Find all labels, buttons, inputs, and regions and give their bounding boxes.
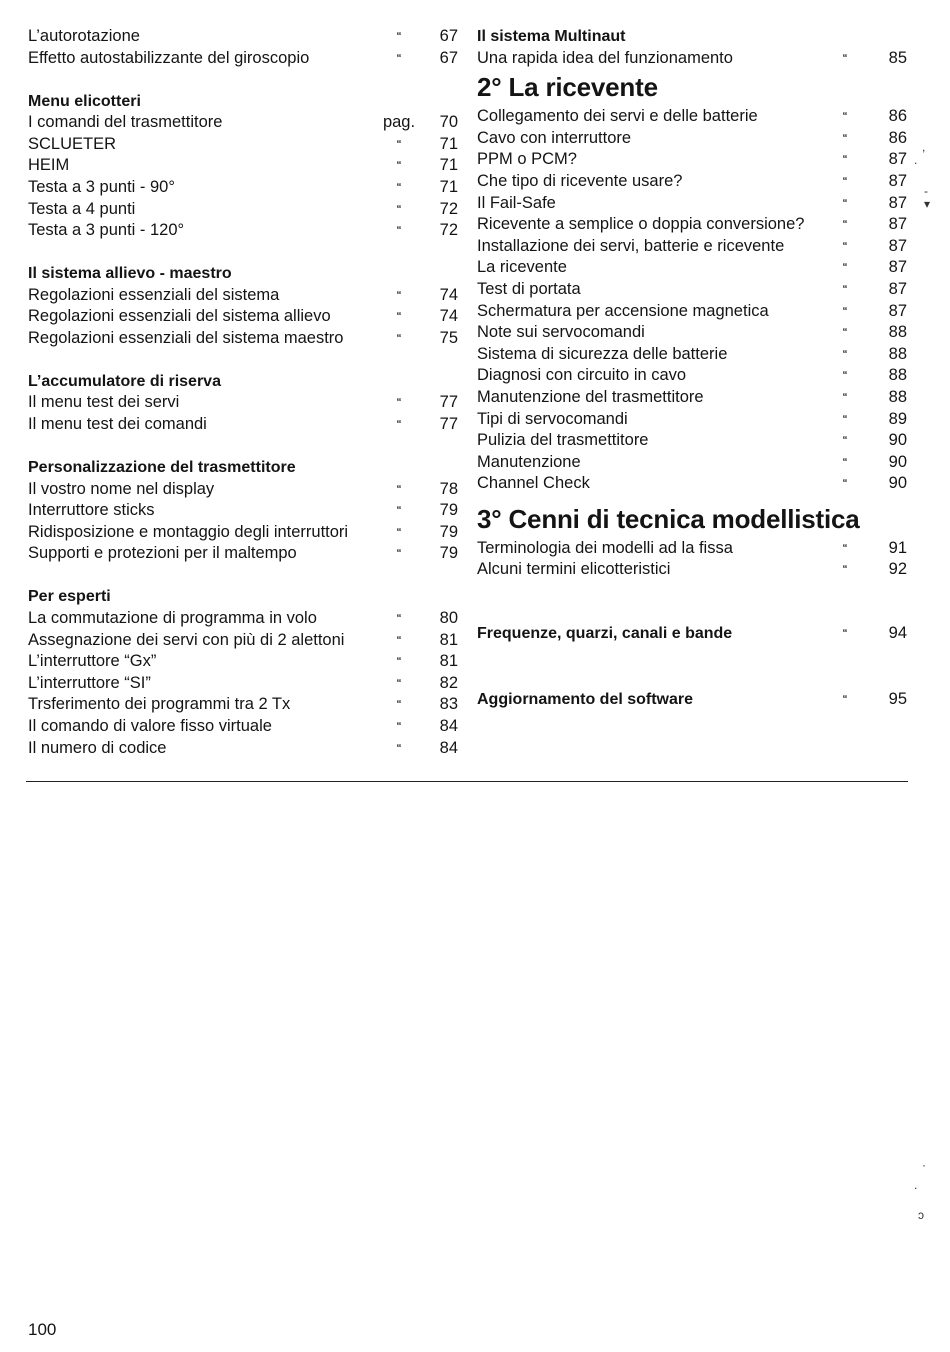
toc-entry	[28, 392, 460, 414]
ditto-mark: “	[842, 219, 848, 231]
toc-entry-page: 87	[888, 301, 907, 320]
ditto-mark: “	[396, 677, 402, 689]
toc-entry	[477, 106, 909, 128]
scan-speck: ,	[922, 140, 926, 154]
toc-entry-title: Diagnosi con circuito in cavo	[477, 366, 687, 385]
toc-entry-title: Ridisposizione e montaggio degli interruttori	[28, 522, 349, 541]
toc-entry	[28, 738, 460, 760]
scan-speck: -	[924, 184, 928, 198]
toc-entry	[28, 500, 460, 522]
toc-entry-page: 71	[439, 177, 458, 196]
toc-left-column	[28, 26, 460, 759]
toc-entry	[28, 155, 460, 177]
toc-entry-title: L’autorotazione	[28, 27, 140, 45]
toc-entry-page: 70	[439, 113, 458, 132]
toc-entry-page: 72	[439, 221, 458, 240]
ditto-mark: “	[396, 397, 402, 409]
toc-entry-page: 79	[439, 501, 458, 520]
toc-entry	[477, 149, 909, 171]
toc-entry-title: Testa a 3 punti - 90°	[28, 177, 175, 196]
ditto-mark: “	[396, 203, 402, 215]
toc-entry-page: 89	[888, 409, 907, 428]
toc-entry	[477, 387, 909, 409]
ditto-mark: “	[842, 111, 848, 123]
toc-entry	[28, 479, 460, 501]
ditto-mark: “	[842, 175, 848, 187]
toc-entry-page: 88	[888, 344, 907, 363]
ditto-mark: “	[396, 332, 402, 344]
ditto-mark: “	[842, 348, 848, 360]
toc-entry-page: 88	[888, 387, 907, 406]
ditto-mark: “	[396, 52, 402, 64]
toc-entry	[477, 473, 909, 495]
toc-entry-title: Assegnazione dei servi con più di 2 alettoni	[28, 630, 345, 649]
toc-entry-title: Alcuni termini elicotteristici	[477, 560, 671, 579]
toc-entry-title: L’interruttore “SI”	[28, 673, 151, 692]
scan-speck: .	[914, 1178, 918, 1192]
ditto-mark: “	[842, 240, 848, 252]
toc-entry-page: 87	[888, 236, 907, 255]
toc-entry	[28, 48, 460, 70]
toc-entry-title: I comandi del trasmettitore	[28, 113, 223, 132]
toc-entry-page: 88	[888, 366, 907, 385]
ditto-mark: “	[842, 693, 848, 705]
ditto-mark: “	[842, 132, 848, 144]
toc-entry	[28, 134, 460, 156]
toc-entry-title: Il vostro nome nel display	[28, 479, 215, 498]
ditto-mark: “	[396, 483, 402, 495]
ditto-mark: “	[396, 548, 402, 560]
toc-entry-title: Testa a 3 punti - 120°	[28, 221, 185, 240]
scan-speck: ▾	[924, 197, 931, 211]
toc-entry-title: Manutenzione del trasmettitore	[477, 387, 704, 406]
ditto-mark: “	[842, 327, 848, 339]
toc-entry-title: Il numero di codice	[28, 738, 167, 757]
ditto-mark: “	[842, 628, 848, 640]
toc-entry	[28, 26, 460, 48]
toc-entry	[477, 236, 909, 258]
toc-entry-title: Il comando di valore fisso virtuale	[28, 716, 272, 735]
toc-entry-page: 87	[888, 150, 907, 169]
toc-entry-page: 95	[888, 689, 907, 708]
toc-entry	[477, 538, 909, 560]
toc-entry-title: La ricevente	[477, 258, 567, 277]
spacer	[28, 565, 460, 586]
scan-speck: .	[914, 153, 918, 167]
ditto-mark: “	[396, 419, 402, 431]
toc-entry-page: 87	[888, 258, 907, 277]
toc-entry-title: SCLUETER	[28, 134, 117, 153]
toc-entry-page: 88	[888, 323, 907, 342]
toc-entry-title: Regolazioni essenziali del sistema allievo	[28, 307, 331, 326]
spacer	[28, 436, 460, 457]
toc-entry	[477, 409, 909, 431]
ditto-mark: “	[396, 526, 402, 538]
toc-entry	[28, 522, 460, 544]
toc-entry-title: Cavo con interruttore	[477, 128, 632, 147]
toc-entry	[477, 689, 909, 711]
toc-entry-page: 74	[439, 285, 458, 304]
toc-entry	[477, 257, 909, 279]
toc-entry-page: 92	[888, 560, 907, 579]
toc-entry-title: Una rapida idea del funzionamento	[477, 48, 733, 67]
toc-entry-page: 90	[888, 431, 907, 450]
ditto-mark: “	[842, 283, 848, 295]
toc-entry-title: Pulizia del trasmettitore	[477, 431, 649, 450]
toc-entry-title: La commutazione di programma in volo	[28, 609, 317, 628]
ditto-mark: “	[396, 289, 402, 301]
toc-entry-title: Che tipo di ricevente usare?	[477, 171, 683, 190]
toc-entry	[477, 171, 909, 193]
toc-entry	[477, 128, 909, 150]
ditto-mark: “	[396, 225, 402, 237]
toc-entry	[477, 430, 909, 452]
toc-right-column	[477, 26, 909, 710]
ditto-mark: “	[396, 613, 402, 625]
ditto-mark: “	[396, 699, 402, 711]
toc-entry-page: 85	[888, 48, 907, 67]
toc-entry-page: 79	[439, 544, 458, 563]
toc-entry-title: Regolazioni essenziali del sistema	[28, 285, 280, 304]
toc-entry-page: 77	[439, 415, 458, 434]
toc-entry	[28, 716, 460, 738]
ditto-mark: “	[396, 720, 402, 732]
toc-entry	[28, 630, 460, 652]
ditto-mark: “	[842, 435, 848, 447]
toc-entry	[28, 199, 460, 221]
toc-entry-page: 79	[439, 522, 458, 541]
scan-speck: ·	[922, 1158, 926, 1172]
toc-entry-page: 71	[439, 156, 458, 175]
toc-entry-page: 71	[439, 134, 458, 153]
toc-entry-page: 81	[439, 630, 458, 649]
toc-entry-title: Effetto autostabilizzante del giroscopio	[28, 48, 310, 67]
spacer	[28, 242, 460, 263]
ditto-mark: “	[842, 154, 848, 166]
toc-entry-title: HEIM	[28, 156, 70, 175]
ditto-mark: “	[842, 456, 848, 468]
toc-entry	[477, 559, 909, 581]
ditto-mark: “	[842, 478, 848, 490]
toc-entry-title: Trsferimento dei programmi tra 2 Tx	[28, 695, 291, 714]
toc-entry-page: 87	[888, 215, 907, 234]
toc-entry-page: 87	[888, 279, 907, 298]
toc-entry	[477, 301, 909, 323]
toc-entry-page: 83	[439, 695, 458, 714]
toc-entry-title: Channel Check	[477, 474, 590, 493]
toc-entry	[28, 220, 460, 242]
section-heading-text: Il sistema allievo - maestro	[28, 265, 232, 283]
ditto-mark: “	[396, 656, 402, 668]
toc-entry-page: 80	[439, 609, 458, 628]
toc-entry-title: Il Fail-Safe	[477, 193, 556, 212]
section-heading	[477, 26, 909, 48]
toc-entry-page: 84	[439, 738, 458, 757]
toc-entry-page: 81	[439, 652, 458, 671]
section-heading-text: Per esperti	[28, 588, 111, 606]
toc-entry-page: 74	[439, 307, 458, 326]
toc-entry-title: Il menu test dei comandi	[28, 415, 207, 434]
chapter-heading: 2° La ricevente	[477, 72, 658, 103]
toc-entry	[477, 48, 909, 70]
toc-entry-page: 77	[439, 393, 458, 412]
ditto-mark: “	[396, 181, 402, 193]
scan-speck: ɔ	[918, 1208, 924, 1222]
toc-entry-page: 90	[888, 474, 907, 493]
toc-entry-page: 86	[888, 107, 907, 126]
ditto-mark: “	[396, 138, 402, 150]
ditto-mark: “	[842, 370, 848, 382]
ditto-mark: “	[842, 52, 848, 64]
toc-entry	[28, 306, 460, 328]
section-heading	[28, 586, 460, 608]
toc-entry	[28, 414, 460, 436]
ditto-mark: “	[842, 305, 848, 317]
toc-entry-title: L’interruttore “Gx”	[28, 652, 157, 671]
section-heading	[28, 263, 460, 285]
ditto-mark: “	[396, 742, 402, 754]
toc-entry-page: 94	[888, 624, 907, 643]
toc-entry-title: Il menu test dei servi	[28, 393, 180, 412]
toc-entry-title: Aggiornamento del software	[477, 690, 694, 708]
ditto-mark: pag.	[382, 113, 416, 132]
toc-entry-title: Ricevente a semplice o doppia conversione?	[477, 215, 805, 234]
toc-entry-title: Schermatura per accensione magnetica	[477, 301, 769, 320]
section-heading	[28, 371, 460, 393]
toc-entry-title: Regolazioni essenziali del sistema maestro	[28, 328, 344, 347]
toc-entry	[477, 623, 909, 645]
toc-entry-title: Collegamento dei servi e delle batterie	[477, 107, 758, 126]
toc-entry-page: 75	[439, 328, 458, 347]
toc-entry	[28, 608, 460, 630]
toc-entry	[477, 214, 909, 236]
toc-entry-title: Interruttore sticks	[28, 501, 155, 520]
toc-entry	[28, 177, 460, 199]
toc-entry-title: Sistema di sicurezza delle batterie	[477, 344, 728, 363]
section-heading-text: Il sistema Multinaut	[477, 28, 626, 45]
ditto-mark: “	[396, 634, 402, 646]
toc-entry	[28, 328, 460, 350]
toc-entry-page: 90	[888, 452, 907, 471]
toc-entry-title: Note sui servocomandi	[477, 323, 645, 342]
toc-entry	[28, 673, 460, 695]
spacer	[477, 581, 909, 623]
ditto-mark: “	[842, 564, 848, 576]
spacer	[28, 350, 460, 371]
toc-entry-page: 72	[439, 199, 458, 218]
toc-entry-title: PPM o PCM?	[477, 150, 577, 169]
toc-entry-page: 67	[439, 48, 458, 67]
toc-entry-page: 86	[888, 128, 907, 147]
section-heading-text: Menu elicotteri	[28, 92, 141, 110]
toc-entry	[477, 279, 909, 301]
toc-entry-page: 91	[888, 538, 907, 557]
toc-entry-page: 78	[439, 479, 458, 498]
toc-entry-page: 87	[888, 193, 907, 212]
toc-entry	[477, 193, 909, 215]
toc-entry	[28, 112, 460, 134]
section-heading-text: L’accumulatore di riserva	[28, 372, 221, 390]
toc-entry-title: Tipi di servocomandi	[477, 409, 628, 428]
section-heading	[28, 457, 460, 479]
ditto-mark: “	[396, 31, 402, 42]
ditto-mark: “	[396, 160, 402, 172]
spacer	[477, 645, 909, 689]
toc-entry-title: Frequenze, quarzi, canali e bande	[477, 625, 733, 643]
toc-entry	[28, 651, 460, 673]
toc-entry-page: 84	[439, 716, 458, 735]
section-divider	[26, 781, 908, 782]
toc-entry-page: 67	[439, 27, 458, 45]
ditto-mark: “	[842, 262, 848, 274]
toc-entry-title: Testa a 4 punti	[28, 199, 136, 218]
ditto-mark: “	[842, 391, 848, 403]
toc-entry-title: Supporti e protezioni per il maltempo	[28, 544, 297, 563]
toc-entry	[28, 543, 460, 565]
section-heading-text: Personalizzazione del trasmettitore	[28, 459, 296, 477]
toc-entry-title: Manutenzione	[477, 452, 581, 471]
spacer	[28, 69, 460, 90]
toc-entry	[477, 322, 909, 344]
page-number: 100	[28, 1320, 57, 1339]
toc-entry	[477, 452, 909, 474]
ditto-mark: “	[396, 505, 402, 517]
ditto-mark: “	[842, 542, 848, 554]
section-heading	[28, 91, 460, 113]
toc-entry-page: 82	[439, 673, 458, 692]
toc-entry-title: Installazione dei servi, batterie e ricevente	[477, 236, 785, 255]
toc-entry	[28, 285, 460, 307]
toc-entry-title: Terminologia dei modelli ad la fissa	[477, 538, 733, 557]
toc-entry	[28, 694, 460, 716]
ditto-mark: “	[396, 311, 402, 323]
toc-entry-page: 87	[888, 171, 907, 190]
chapter-heading: 3° Cenni di tecnica modellistica	[477, 503, 860, 534]
ditto-mark: “	[842, 197, 848, 209]
toc-entry	[477, 365, 909, 387]
toc-entry	[477, 344, 909, 366]
ditto-mark: “	[842, 413, 848, 425]
toc-entry-title: Test di portata	[477, 279, 581, 298]
